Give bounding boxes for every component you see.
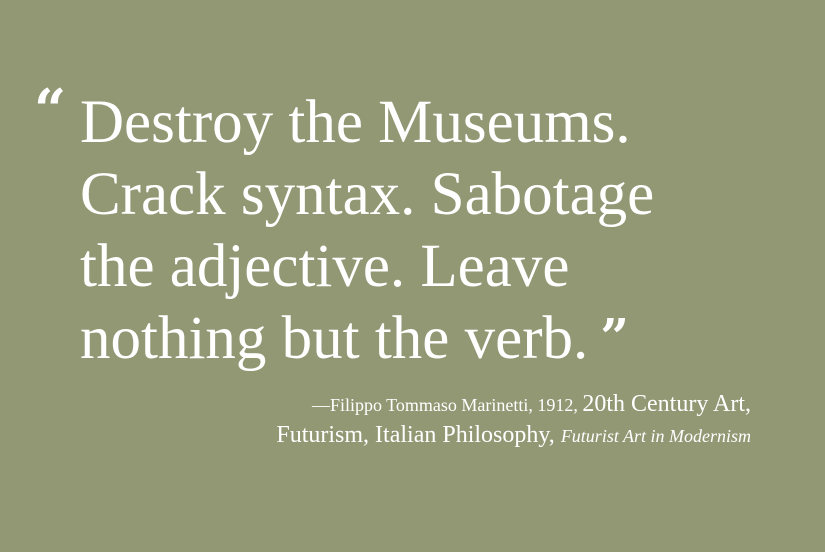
attribution-author: —Filippo Tommaso Marinetti, 1912, — [311, 395, 583, 415]
quote-line-4: nothing but the verb. — [80, 305, 589, 372]
attribution-line-2 — [276, 421, 751, 452]
quote-line-2: Crack syntax. Sabotage — [80, 161, 655, 228]
quote-line-1: Destroy the Museums. — [80, 89, 631, 156]
attribution-line-1 — [276, 390, 751, 421]
close-quote-mark: ” — [600, 307, 630, 366]
attribution — [276, 390, 751, 452]
open-quote-mark: “ — [34, 77, 67, 143]
quote-line-3: the adjective. Leave — [80, 233, 570, 300]
attribution-source: Futurist Art in Modernism — [560, 426, 751, 446]
attribution-tag-1: 20th Century Art, — [582, 391, 751, 417]
attribution-tag-2: Futurism, Italian Philosophy, — [276, 422, 561, 448]
quote-line-4-wrapper — [80, 303, 810, 375]
quote-text — [80, 87, 810, 375]
